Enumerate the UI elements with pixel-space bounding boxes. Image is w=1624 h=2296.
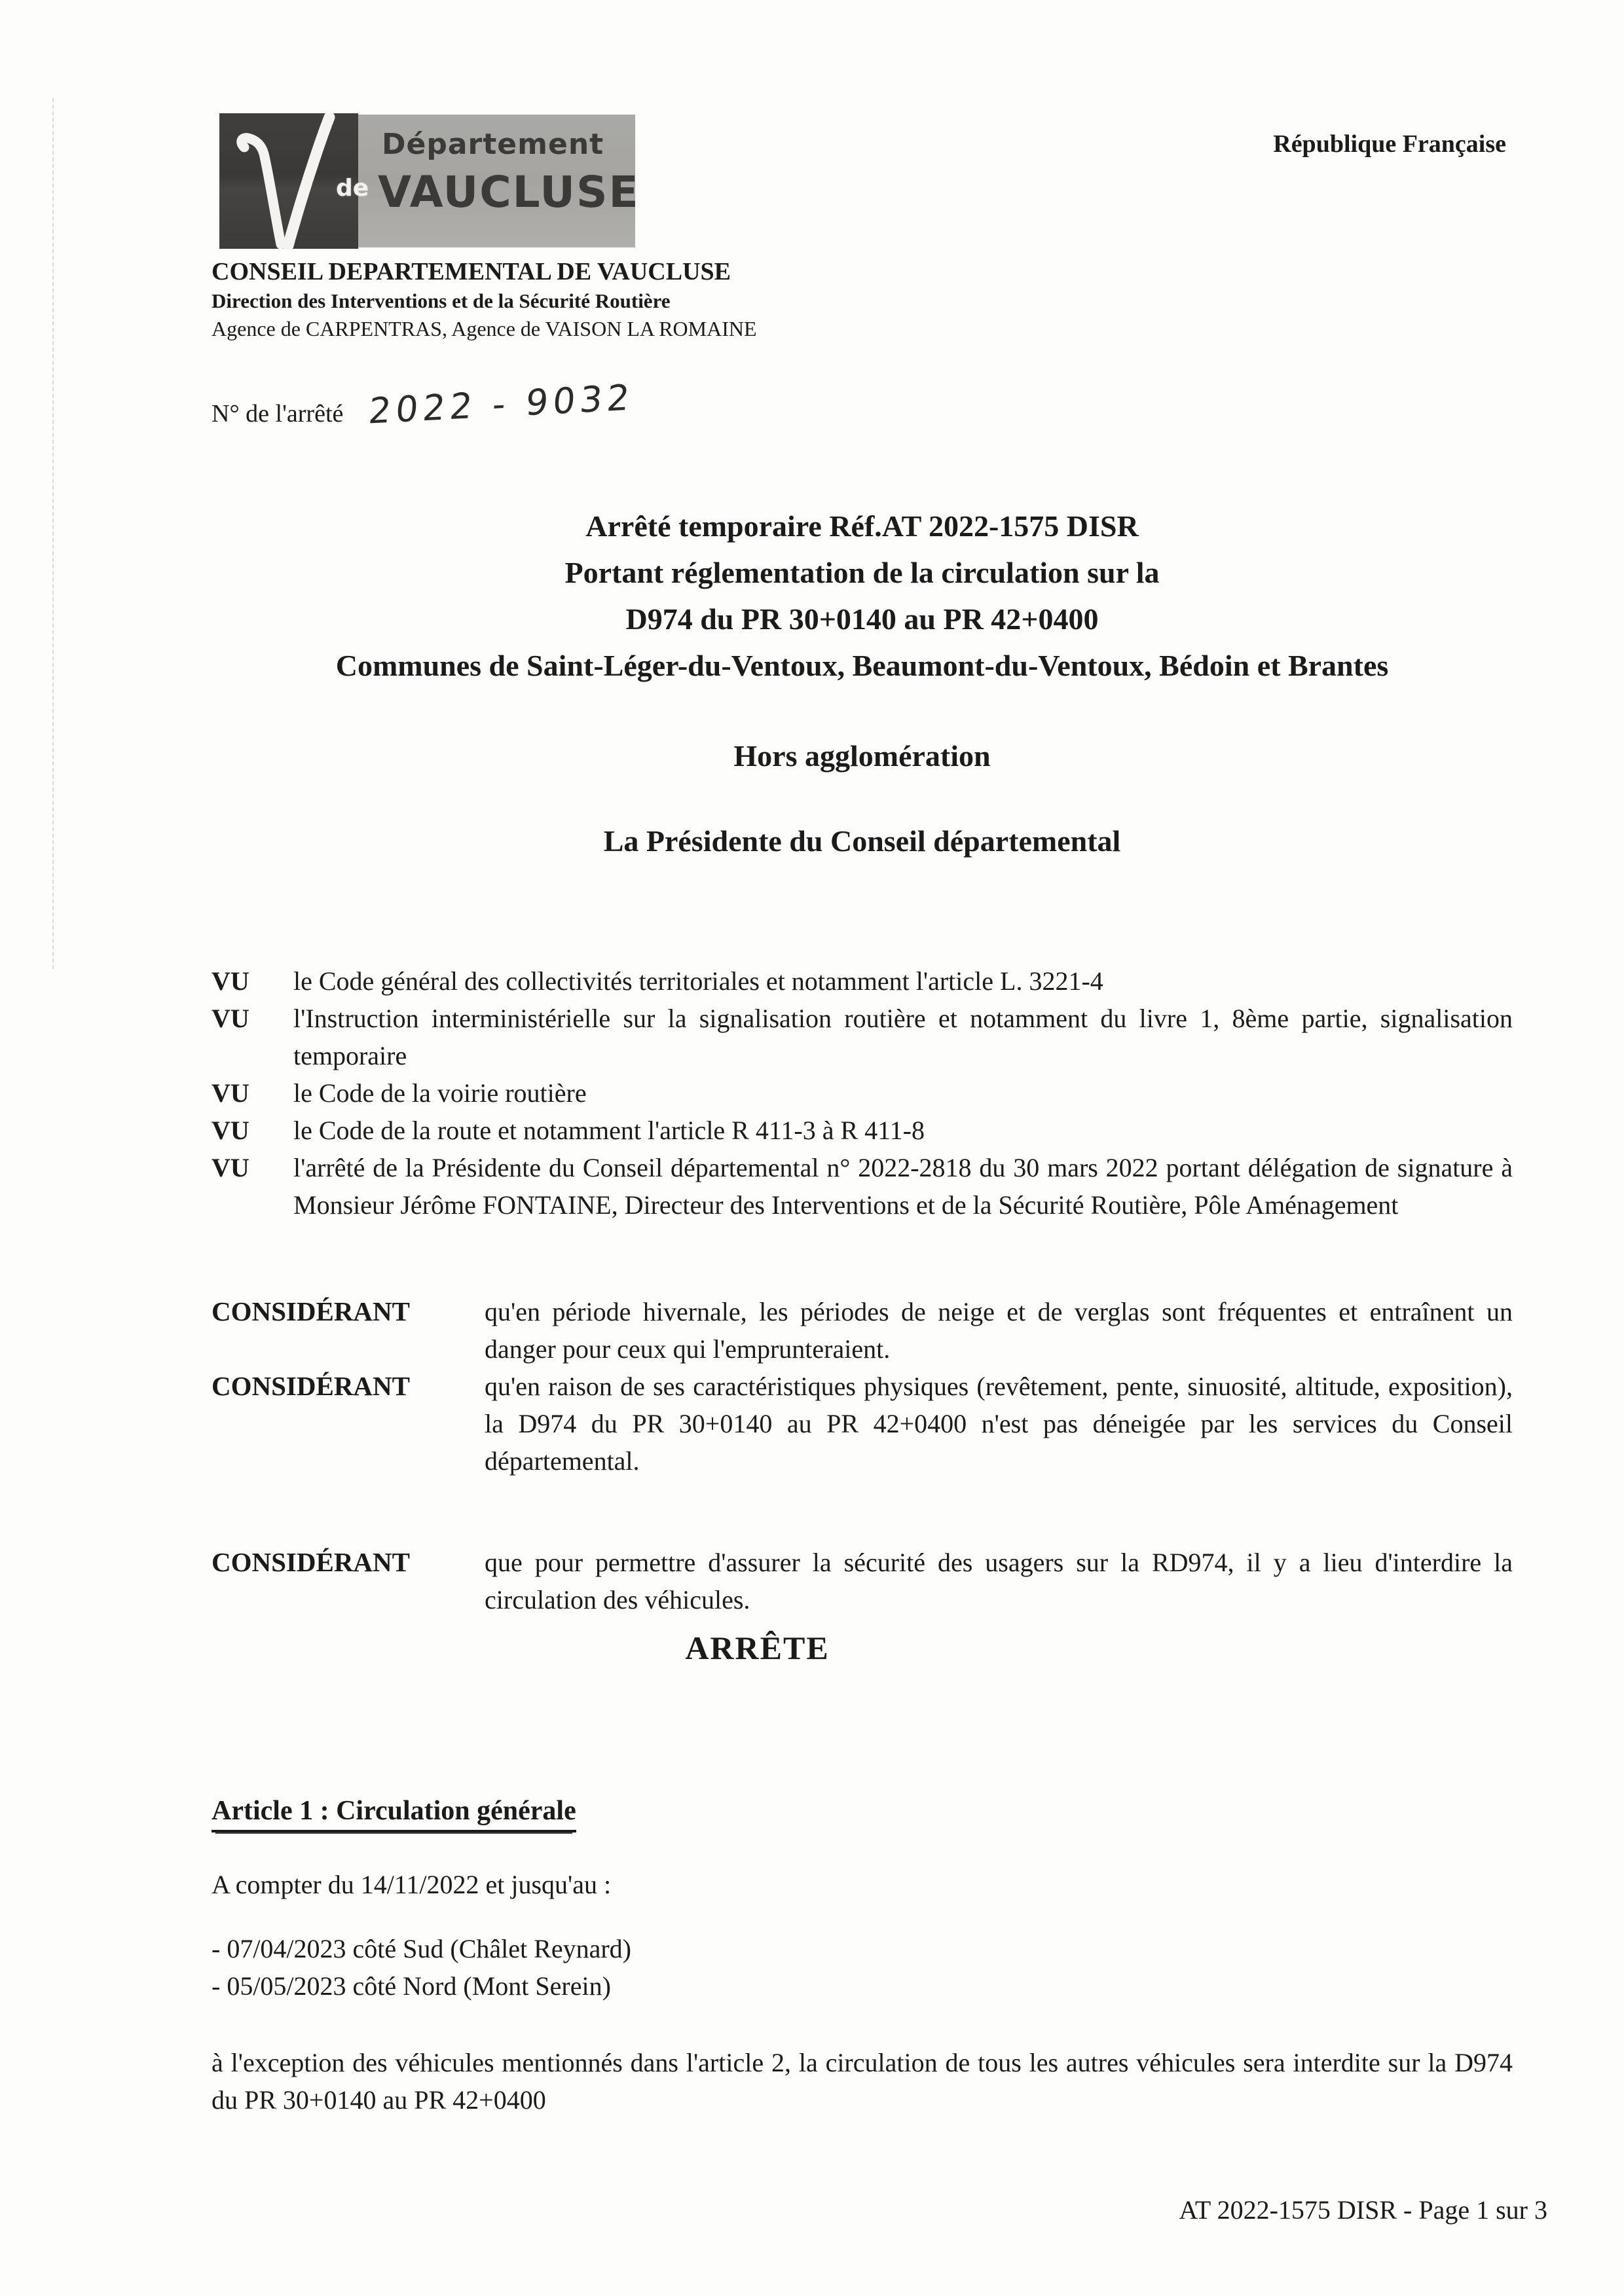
vu-item xyxy=(212,1149,1513,1224)
vu-item xyxy=(212,1000,1513,1074)
date-line-sud: - 07/04/2023 côté Sud (Châlet Reynard) xyxy=(212,1934,631,1963)
subtitle-hors-agglomeration: Hors agglomération xyxy=(733,739,991,773)
arrete-number-row xyxy=(212,376,636,432)
considerant-item xyxy=(212,1368,1513,1480)
article-1-paragraph: à l'exception des véhicules mentionnés dans l'article 2, la circulation de tous les autres véhicules sera interdite sur la D974 du PR 30+0140 au PR 42+0400 xyxy=(212,2048,1513,2115)
document-title xyxy=(212,503,1513,689)
vu-item xyxy=(212,1074,1513,1112)
organisation-block xyxy=(212,259,757,339)
page-footer: AT 2022-1575 DISR - Page 1 sur 3 xyxy=(1179,2195,1547,2225)
logo-vaucluse-text: VAUCLUSE xyxy=(378,167,640,217)
considerant-item xyxy=(212,1544,1513,1618)
arrete-heading: ARRÊTE xyxy=(685,1630,830,1666)
republique-francaise-label: République Française xyxy=(1273,130,1506,158)
vu-item xyxy=(212,1112,1513,1149)
vu-label: VU xyxy=(212,966,249,996)
vu-text: l'Instruction interministérielle sur la signalisation routière et notamment du livre 1, 8ème partie, signalisation temporaire xyxy=(293,1004,1513,1070)
subtitle-presidente: La Présidente du Conseil départemental xyxy=(603,824,1121,858)
title-line-3: D974 du PR 30+0140 au PR 42+0400 xyxy=(625,602,1099,636)
vu-text: l'arrêté de la Présidente du Conseil départemental n° 2022-2818 du 30 mars 2022 portant délégation de signature à Monsieur Jérôme FONTAINE, Directeur des Interventions et de la Sécurité Routière, Pôle Aménagement xyxy=(293,1153,1513,1220)
vu-text: le Code de la voirie routière xyxy=(293,1078,587,1108)
vu-text: le Code général des collectivités territoriales et notamment l'article L. 3221-4 xyxy=(293,966,1103,996)
arrete-number-handwritten: 2022 - 9032 xyxy=(367,376,636,432)
considerant-label: CONSIDÉRANT xyxy=(212,1371,410,1401)
considerant-text: que pour permettre d'assurer la sécurité des usagers sur la RD974, il y a lieu d'interdire la circulation des véhicules. xyxy=(485,1548,1513,1614)
scan-artifact-line xyxy=(52,98,54,969)
logo-departement-text: Département xyxy=(382,128,604,161)
logo-de-text: de xyxy=(336,175,369,202)
vu-label: VU xyxy=(212,1004,249,1033)
org-direction: Direction des Interventions et de la Sécurité Routière xyxy=(212,289,671,312)
article-1-heading-text: Article 1 : Circulation générale xyxy=(212,1795,576,1832)
considerant-label: CONSIDÉRANT xyxy=(212,1296,410,1326)
vaucluse-logo xyxy=(219,113,640,249)
org-agences: Agence de CARPENTRAS, Agence de VAISON LA ROMAINE xyxy=(212,317,757,340)
vu-item xyxy=(212,962,1513,1000)
vu-text: le Code de la route et notamment l'article R 411-3 à R 411-8 xyxy=(293,1116,925,1145)
title-line-2: Portant réglementation de la circulation sur la xyxy=(564,556,1160,589)
vu-label: VU xyxy=(212,1078,249,1108)
considerant-label: CONSIDÉRANT xyxy=(212,1547,410,1577)
arrete-number-label: N° de l'arrêté xyxy=(212,400,344,428)
date-line-nord: - 05/05/2023 côté Nord (Mont Serein) xyxy=(212,1971,611,2001)
org-name: CONSEIL DEPARTEMENTAL DE VAUCLUSE xyxy=(212,258,731,285)
considerant-text: qu'en période hivernale, les périodes de neige et de verglas sont fréquentes et entraînent un danger pour ceux qui l'emprunteraient. xyxy=(485,1297,1513,1364)
title-line-4: Communes de Saint-Léger-du-Ventoux, Beaumont-du-Ventoux, Bédoin et Brantes xyxy=(335,649,1389,682)
considerant-item xyxy=(212,1293,1513,1368)
vu-label: VU xyxy=(212,1116,249,1145)
vu-list xyxy=(212,962,1513,1224)
considerant-list xyxy=(212,1293,1513,1618)
article-1-intro: A compter du 14/11/2022 et jusqu'au : xyxy=(212,1870,612,1899)
article-1-heading xyxy=(212,1795,576,1832)
considerant-text: qu'en raison de ses caractéristiques physiques (revêtement, pente, sinuosité, altitude, exposition), la D974 du PR 30+0140 au PR 42+0400 n'est pas déneigée par les services du Conseil départemental. xyxy=(485,1372,1513,1476)
title-line-1: Arrêté temporaire Réf.AT 2022-1575 DISR xyxy=(585,509,1139,543)
vu-label: VU xyxy=(212,1153,249,1182)
article-1-dates xyxy=(212,1930,631,2005)
